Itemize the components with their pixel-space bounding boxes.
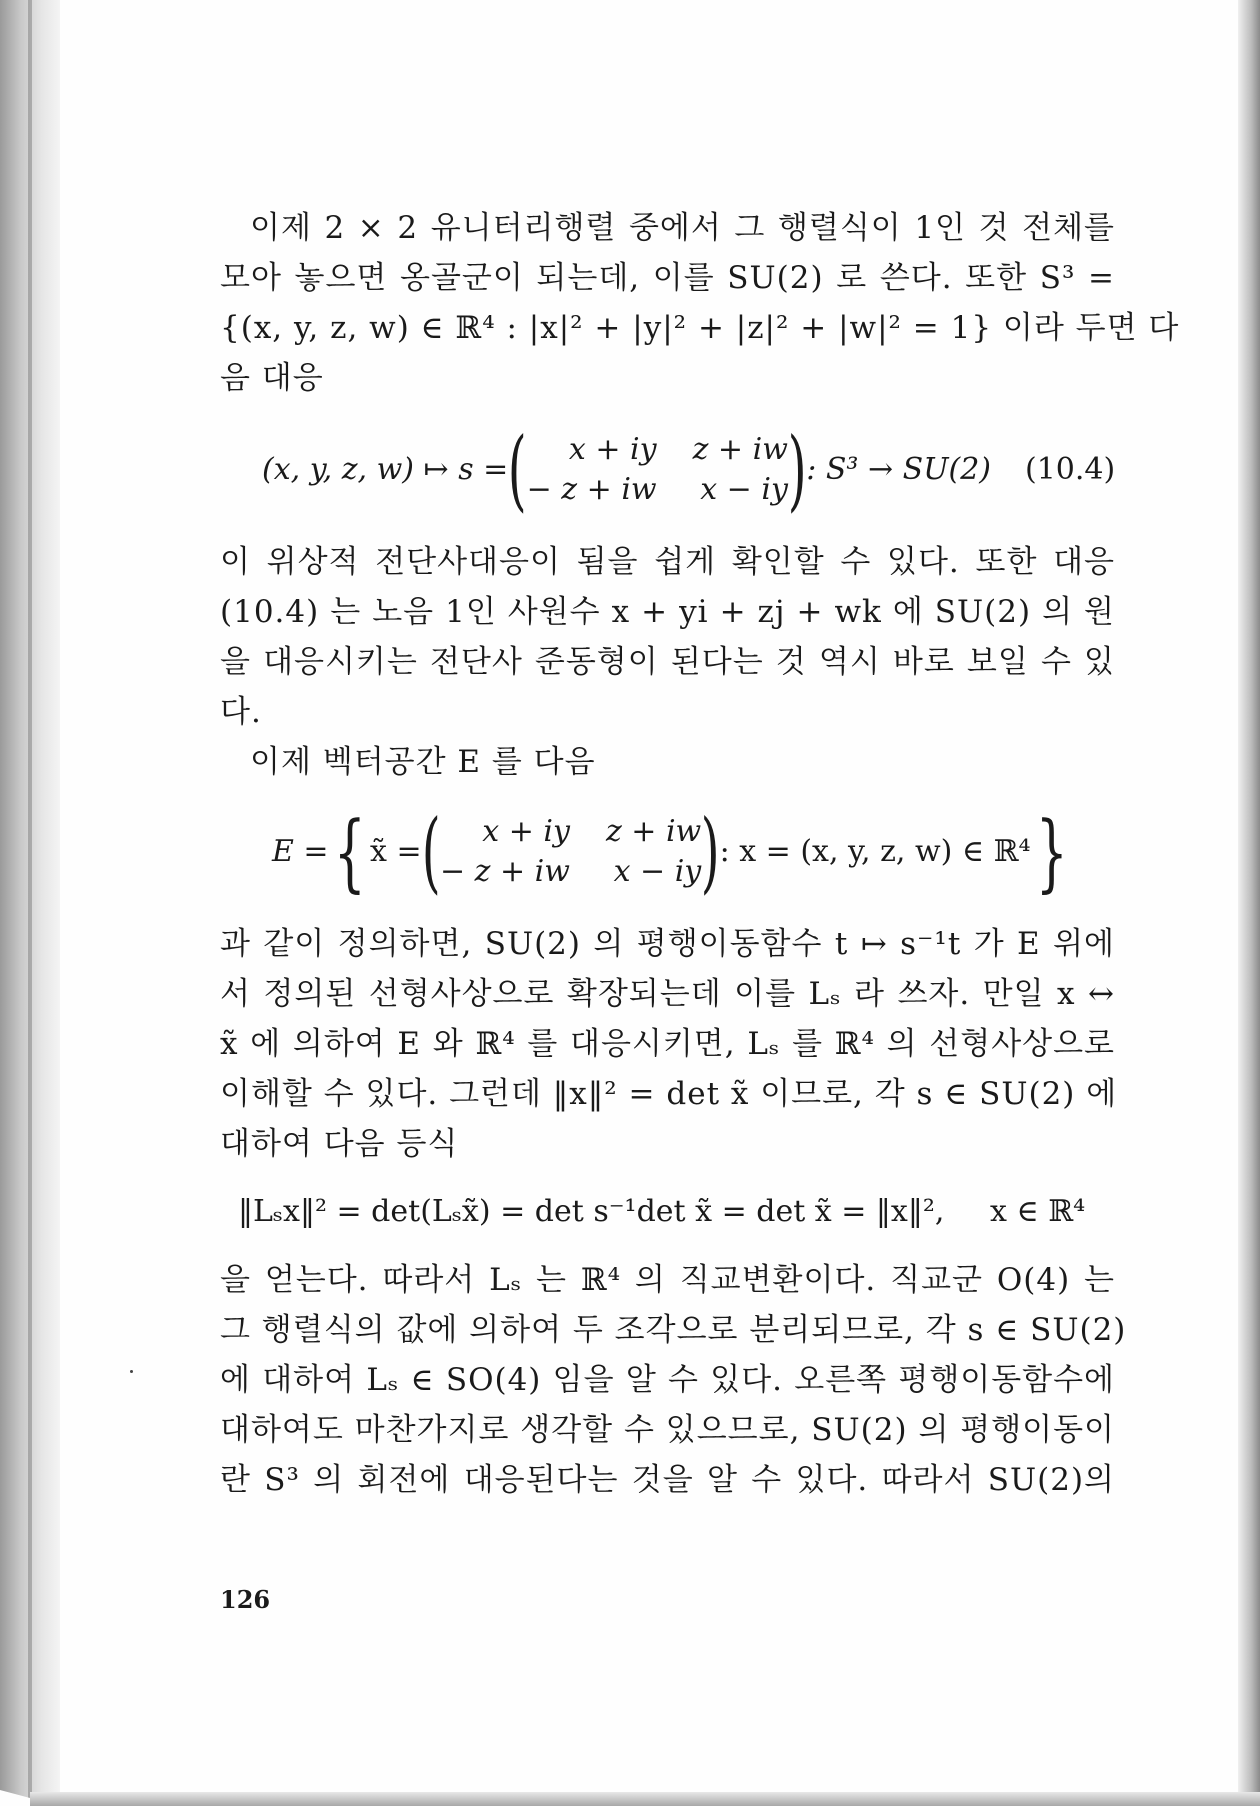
text-line: 이 위상적 전단사대응이 됨을 쉽게 확인할 수 있다. 또한 대응 bbox=[220, 544, 1115, 580]
text-line: 음 대응 bbox=[220, 360, 324, 396]
text-line: 대하여 다음 등식 bbox=[220, 1126, 459, 1162]
equation-rhs: : S³ → SU(2) bbox=[806, 452, 991, 487]
text-line: 그 행렬식의 값에 의하여 두 조각으로 분리되므로, 각 s ∈ SU(2) bbox=[220, 1312, 1127, 1348]
text-line: 이제 벡터공간 E 를 다음 bbox=[250, 744, 596, 780]
text-line: 서 정의된 선형사상으로 확장되는데 이를 Lₛ 라 쓰자. 만일 x ↔ bbox=[220, 976, 1115, 1012]
left-paren: ( bbox=[421, 800, 441, 903]
equation-rhs: : x = (x, y, z, w) ∈ ℝ⁴ bbox=[719, 834, 1031, 869]
text-line: 과 같이 정의하면, SU(2) 의 평행이동함수 t ↦ s⁻¹t 가 E 위에 bbox=[220, 926, 1115, 962]
text-line: 란 S³ 의 회전에 대응된다는 것을 알 수 있다. 따라서 SU(2)의 bbox=[220, 1462, 1115, 1498]
su2-matrix bbox=[527, 431, 788, 509]
equation-lhs: (x, y, z, w) ↦ s = bbox=[262, 452, 509, 487]
equation-vector-space-e bbox=[272, 800, 1072, 904]
matrix-entry: x − iy bbox=[700, 472, 788, 507]
equation-number: (10.4) bbox=[1025, 452, 1116, 487]
matrix-entry: x + iy bbox=[568, 432, 657, 467]
text-line: 모아 놓으면 옹골군이 되는데, 이를 SU(2) 로 쓴다. 또한 S³ = bbox=[220, 260, 1115, 296]
matrix-entry: z + iw bbox=[605, 814, 702, 849]
right-paren: ) bbox=[700, 800, 720, 903]
equation-norm-preserved bbox=[238, 1192, 944, 1232]
left-paren: ( bbox=[508, 418, 527, 521]
matrix-entry: − z + iw bbox=[526, 472, 657, 507]
matrix-entry: z + iw bbox=[692, 432, 788, 467]
text-line: (10.4) 는 노음 1인 사원수 x + yi + zj + wk 에 SU(2) 의 원 bbox=[220, 594, 1115, 630]
right-brace: } bbox=[1035, 803, 1068, 901]
text-line: 에 대하여 Lₛ ∈ SO(4) 임을 알 수 있다. 오른쪽 평행이동함수에 bbox=[220, 1362, 1115, 1398]
equation-condition bbox=[990, 1192, 1085, 1232]
right-paren: ) bbox=[787, 418, 807, 521]
page-number: 126 bbox=[220, 1585, 271, 1614]
text-line: 을 대응시키는 전단사 준동형이 된다는 것 역시 바로 보일 수 있 bbox=[220, 644, 1115, 680]
text-line: 이제 2 × 2 유니터리행렬 중에서 그 행렬식이 1인 것 전체를 bbox=[250, 210, 1115, 246]
text-line: 이해할 수 있다. 그런데 ‖x‖² = det x̃ 이므로, 각 s ∈ SU(2) 에 bbox=[220, 1076, 1118, 1112]
matrix-entry: − z + iw bbox=[439, 854, 570, 889]
equation-lhs: E = bbox=[272, 834, 329, 869]
equation-condition-text: x ∈ ℝ⁴ bbox=[990, 1194, 1086, 1229]
matrix-entry: x + iy bbox=[482, 814, 570, 849]
text-line: 을 얻는다. 따라서 Lₛ 는 ℝ⁴ 의 직교변환이다. 직교군 O(4) 는 bbox=[220, 1262, 1115, 1298]
left-brace: { bbox=[333, 803, 366, 901]
text-line: {(x, y, z, w) ∈ ℝ⁴ : |x|² + |y|² + |z|² + |w|² = 1} 이라 두면 다 bbox=[220, 310, 1180, 346]
text-line: x̃ 에 의하여 E 와 ℝ⁴ 를 대응시키면, Lₛ 를 ℝ⁴ 의 선형사상으로 bbox=[220, 1026, 1115, 1062]
equation-10-4 bbox=[262, 420, 991, 520]
e-matrix bbox=[440, 813, 701, 891]
text-line: 대하여도 마찬가지로 생각할 수 있으므로, SU(2) 의 평행이동이 bbox=[220, 1412, 1115, 1448]
equation-inner-lhs: x̃ = bbox=[370, 834, 422, 869]
text-line: 다. bbox=[220, 694, 262, 730]
scan-speck bbox=[130, 1370, 133, 1373]
matrix-entry: x − iy bbox=[613, 854, 702, 889]
equation-expression: ‖Lₛx‖² = det(Lₛx̃) = det s⁻¹det x̃ = det x̃ = ‖x‖², bbox=[238, 1194, 945, 1229]
